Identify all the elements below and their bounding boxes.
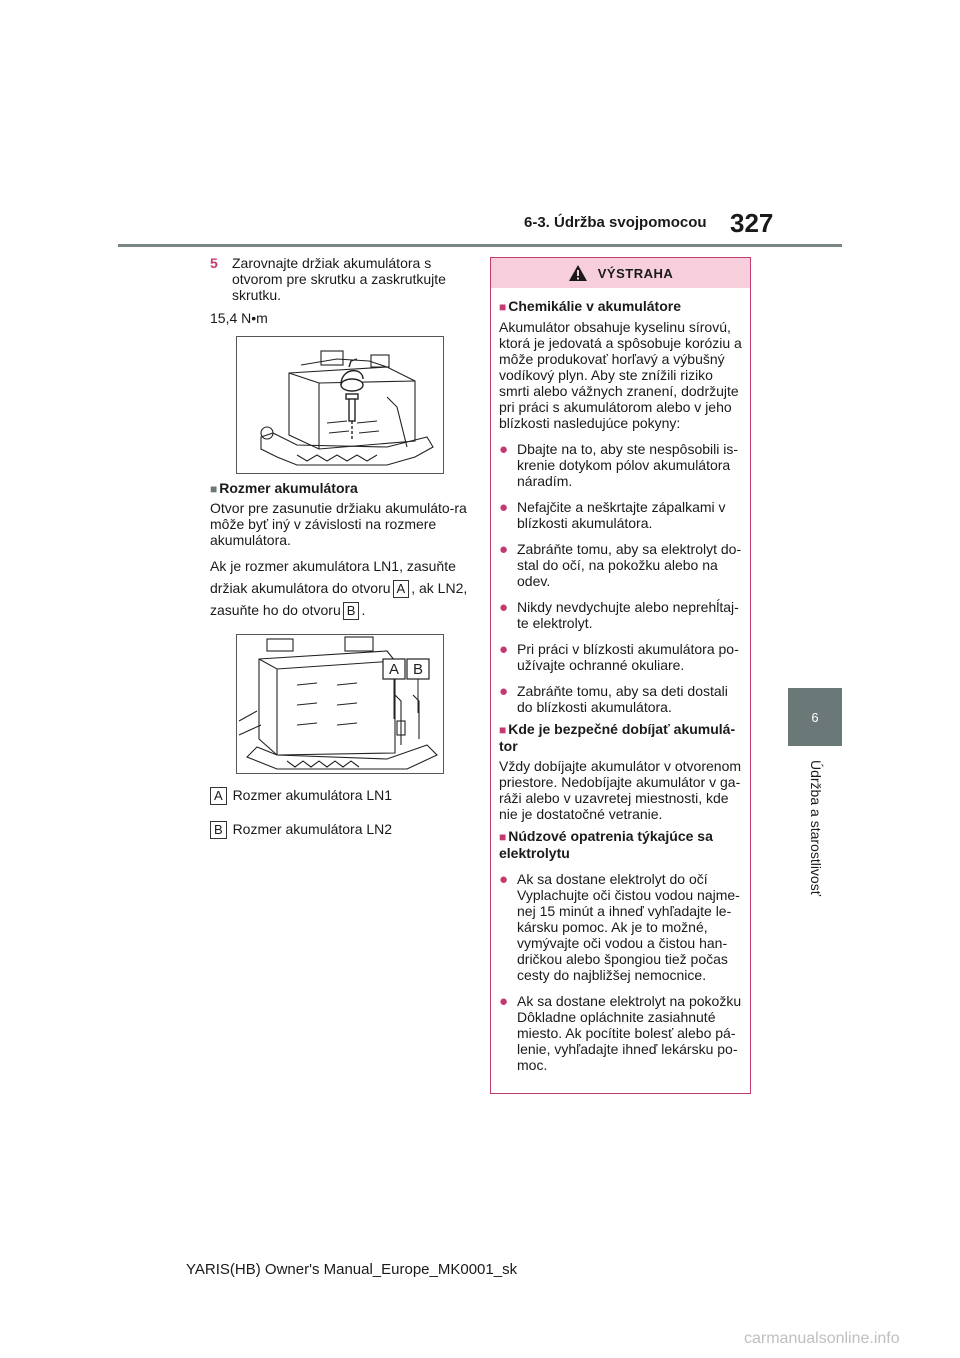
chapter-tab: 6 [788, 688, 842, 746]
warning-bullet-text: Zabráňte tomu, aby sa elektrolyt do-stal do očí, na pokožku alebo na odev. [517, 541, 742, 589]
svg-text:A: A [388, 661, 400, 678]
legend-text-a: Rozmer akumulátora LN1 [232, 787, 393, 803]
warning-triangle-icon [568, 264, 588, 282]
warning-section-heading-text: Núdzové opatrenia týkajúce sa elektrolytu [499, 828, 713, 861]
step-5 [210, 255, 468, 303]
warning-bullet-text: Nefajčite a neškrtajte zápalkami v blízkosti akumulátora. [517, 499, 726, 531]
section-title: 6-3. Údržba svojpomocou [524, 214, 707, 231]
warning-bullet-item [499, 599, 744, 631]
bullet-dot-icon: ● [499, 541, 509, 558]
warning-bullet-item [499, 441, 744, 489]
warning-bullet-item [499, 993, 744, 1073]
warning-bullet-text: Ak sa dostane elektrolyt na pokožku Dôkladne opláchnite zasiahnuté miesto. Ak pocítite bolesť alebo pá-lenie, vyhľadajte ihneď lekársku po-moc. [517, 993, 742, 1073]
warning-section-heading [499, 298, 744, 315]
bullet-dot-icon: ● [499, 993, 509, 1010]
battery-bolt-illustration [236, 336, 444, 474]
square-bullet-icon: ■ [210, 482, 218, 496]
square-bullet-icon: ■ [499, 300, 507, 314]
bullet-dot-icon: ● [499, 499, 509, 516]
bullet-dot-icon: ● [499, 641, 509, 658]
warning-section-heading-text: Kde je bezpečné dobíjať akumulá-tor [499, 721, 736, 754]
legend-item-a [210, 786, 468, 805]
para2-part-c: . [361, 602, 366, 618]
svg-text:B: B [412, 661, 424, 678]
bullet-dot-icon: ● [499, 871, 509, 888]
footer-text: YARIS(HB) Owner's Manual_Europe_MK0001_sk [186, 1261, 518, 1278]
step-number: 5 [210, 255, 218, 271]
para2-part-b: , ak LN2, zasuňte ho do otvoru [210, 580, 468, 618]
legend-label-a: A [210, 787, 227, 805]
label-a-badge: A [393, 580, 410, 598]
para2-part-a: Ak je rozmer akumulátora LN1, zasuňte držiak akumulátora do otvoru [210, 558, 456, 596]
warning-header [491, 258, 750, 288]
watermark: carmanualsonline.info [744, 1330, 900, 1347]
chapter-label [804, 760, 828, 940]
battery-size-para1: Otvor pre zasunutie držiaku akumuláto-ra môže byť iný v závislosti na rozmere akumulátora. [210, 500, 467, 548]
warning-title: VÝSTRAHA [597, 265, 674, 281]
bullet-dot-icon: ● [499, 599, 509, 616]
label-b-badge: B [343, 602, 360, 620]
warning-bullet-text: Ak sa dostane elektrolyt do očí Vyplachujte oči čistou vodou najme-nej 15 minút a ihneď vyhľadajte le-kársku pomoc. Ak je to možné, vymývajte oči vodou a čistou han-dričkou alebo špongiou tiež počas cesty do najbližšej nemocnice. [517, 871, 740, 983]
legend-item-b [210, 820, 468, 839]
warning-content [491, 288, 750, 1073]
warning-bullet-item [499, 499, 744, 531]
battery-size-heading [210, 480, 468, 497]
warning-bullet-text: Pri práci v blízkosti akumulátora po-užívajte ochranné okuliare. [517, 641, 739, 673]
warning-section-heading [499, 828, 744, 861]
bullet-dot-icon: ● [499, 441, 509, 458]
square-bullet-icon: ■ [499, 723, 507, 737]
step-text: Zarovnajte držiak akumulátora s otvorom pre skrutku a zaskrutkujte skrutku. [232, 255, 446, 303]
square-bullet-icon: ■ [499, 830, 507, 844]
page-number: 327 [730, 208, 774, 238]
torque-value: 15,4 N•m [210, 310, 268, 326]
legend-text-b: Rozmer akumulátora LN2 [232, 821, 393, 837]
battery-bolt-drawing [237, 337, 443, 473]
battery-size-para2 [210, 555, 468, 621]
battery-slot-drawing [237, 635, 443, 773]
warning-bullet-item [499, 871, 744, 983]
battery-size-heading-text: Rozmer akumulátora [219, 480, 358, 496]
warning-bullet-item [499, 541, 744, 589]
chapter-label-text: Údržba a starostlivosť [808, 760, 824, 896]
warning-section-heading-text: Chemikálie v akumulátore [508, 298, 681, 314]
legend-label-b: B [210, 821, 227, 839]
warning-bullet-text: Zabráňte tomu, aby sa deti dostali do blízkosti akumulátora. [517, 683, 728, 715]
warning-section-paragraph: Vždy dobíjajte akumulátor v otvorenom priestore. Nedobíjajte akumulátor v ga-ráži alebo v uzavretej miestnosti, kde nie je dostatočné vetranie. [499, 758, 742, 822]
warning-bullet-text: Dbajte na to, aby ste nespôsobili is-krenie dotykom pólov akumulátora náradím. [517, 441, 739, 489]
warning-section-paragraph: Akumulátor obsahuje kyselinu sírovú, ktorá je jedovatá a spôsobuje koróziu a môže produkovať horľavý a výbušný vodíkový plyn. Aby ste znížili riziko smrti alebo vážnych zranení, dodržujte pri práci s akumulátorom alebo v jeho blízkosti nasledujúce pokyny: [499, 319, 742, 431]
warning-bullet-text: Nikdy nevdychujte alebo neprehĺtaj-te elektrolyt. [517, 599, 739, 631]
warning-bullet-item [499, 683, 744, 715]
battery-slot-illustration [236, 634, 444, 774]
warning-bullet-item [499, 641, 744, 673]
header-divider [118, 244, 842, 247]
bullet-dot-icon: ● [499, 683, 509, 700]
warning-section-heading [499, 721, 744, 754]
warning-box [490, 257, 751, 1094]
